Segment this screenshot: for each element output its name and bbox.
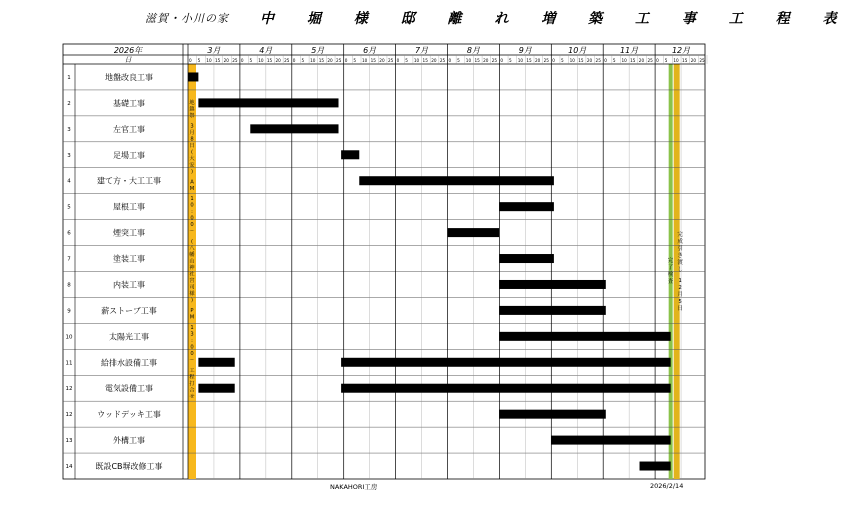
- month-label: 9月: [518, 46, 532, 55]
- day-tick-label: 20: [638, 58, 645, 63]
- month-label: 6月: [363, 46, 377, 55]
- day-tick-label: 5: [560, 58, 564, 63]
- month-label: 7月: [415, 46, 429, 55]
- day-tick-label: 0: [448, 58, 452, 63]
- day-tick-label: 25: [543, 58, 549, 63]
- day-tick-label: 15: [422, 58, 428, 63]
- company-name: NAKAHORI工房: [330, 483, 378, 491]
- task-bar: [198, 384, 234, 393]
- day-tick-label: 0: [396, 58, 400, 63]
- task-bar: [341, 358, 671, 367]
- task-bar: [359, 176, 554, 185]
- task-number: 4: [67, 178, 71, 185]
- day-tick-label: 25: [647, 58, 653, 63]
- ground-breaking-note: 地鎮祭 3 月 8 日(大安) A M 1 0 : 0 0 〜(八幡山神社宮司様) P M 1 3 : 0 0 〜工程打合せ: [189, 100, 195, 400]
- task-name: 内装工事: [113, 280, 145, 290]
- inspection-note: 完了検査: [667, 258, 674, 285]
- task-number: 2: [67, 100, 71, 107]
- task-name: ウッドデッキ工事: [97, 410, 161, 420]
- day-tick-label: 0: [344, 58, 348, 63]
- day-tick-label: 15: [370, 58, 376, 63]
- task-number: 8: [67, 282, 71, 289]
- task-bar: [499, 280, 605, 289]
- day-tick-label: 10: [206, 58, 212, 63]
- task-name: 左官工事: [113, 124, 145, 134]
- day-tick-label: 20: [483, 58, 489, 63]
- day-tick-label: 10: [258, 58, 264, 63]
- task-name: 足場工事: [113, 150, 145, 160]
- month-label: 8月: [466, 46, 480, 55]
- task-name: 給排水設備工事: [101, 358, 157, 368]
- day-tick-label: 10: [310, 58, 316, 63]
- day-tick-label: 20: [223, 58, 229, 63]
- year-label: 2026年: [113, 46, 143, 55]
- day-tick-label: 5: [405, 58, 408, 63]
- day-tick-label: 25: [595, 58, 601, 63]
- day-tick-label: 0: [552, 58, 555, 63]
- task-bar: [499, 254, 553, 263]
- task-number: 12: [65, 386, 73, 393]
- day-tick-label: 0: [292, 58, 296, 63]
- task-bar: [341, 150, 359, 159]
- month-label: 12月: [671, 46, 691, 55]
- task-bar: [499, 306, 605, 315]
- task-bar: [499, 332, 670, 341]
- day-tick-label: 5: [664, 58, 668, 63]
- project-subtitle: 滋賀・小川の家: [145, 12, 229, 25]
- day-tick-label: 25: [439, 58, 446, 63]
- handover-note: 完成引き渡し 1 2 月 5 日: [677, 232, 683, 313]
- day-tick-label: 0: [240, 58, 244, 63]
- day-tick-label: 0: [604, 58, 607, 63]
- task-number: 13: [65, 438, 73, 445]
- day-tick-label: 15: [266, 58, 273, 63]
- task-bar: [499, 202, 553, 211]
- day-tick-label: 20: [275, 58, 281, 63]
- task-name: 地盤改良工事: [105, 72, 153, 82]
- day-tick-label: 10: [517, 58, 524, 63]
- month-label: 3月: [207, 46, 221, 55]
- day-tick-label: 25: [232, 58, 238, 63]
- day-tick-label: 5: [197, 58, 201, 63]
- day-tick-label: 20: [690, 58, 697, 63]
- day-tick-label: 10: [413, 58, 420, 63]
- task-number: 3: [67, 152, 71, 159]
- task-number: 6: [67, 230, 71, 237]
- task-bar: [341, 384, 671, 393]
- task-bar: [188, 72, 198, 81]
- task-name: 太陽光工事: [109, 332, 149, 342]
- day-tick-label: 5: [353, 58, 357, 63]
- task-name: 基礎工事: [113, 98, 145, 108]
- day-tick-label: 0: [656, 58, 659, 63]
- task-bar: [499, 410, 605, 419]
- task-name: 薪ストーブ工事: [101, 306, 157, 316]
- day-tick-label: 20: [586, 58, 593, 63]
- day-tick-label: 5: [457, 58, 460, 63]
- day-tick-label: 10: [569, 58, 575, 63]
- task-bar: [198, 98, 338, 107]
- day-tick-label: 25: [336, 58, 342, 63]
- issue-date: 2026/2/14: [650, 482, 684, 490]
- task-name: 外構工事: [113, 436, 145, 446]
- task-number: 14: [65, 464, 73, 471]
- task-number: 7: [67, 256, 71, 263]
- task-name: 既設CB塀改修工事: [95, 462, 163, 472]
- day-tick-label: 25: [284, 58, 290, 63]
- task-number: 3: [67, 126, 71, 133]
- task-bar: [640, 462, 671, 471]
- day-tick-label: 20: [379, 58, 385, 63]
- day-tick-label: 15: [682, 58, 688, 63]
- month-label: 10月: [568, 46, 587, 55]
- day-tick-label: 10: [673, 58, 679, 63]
- task-number: 1: [67, 74, 71, 81]
- month-label: 11月: [620, 46, 639, 55]
- day-tick-label: 15: [630, 58, 636, 63]
- day-tick-label: 25: [699, 58, 705, 63]
- day-tick-label: 5: [612, 58, 616, 63]
- day-tick-label: 10: [362, 58, 368, 63]
- day-tick-label: 5: [509, 58, 512, 63]
- task-name: 屋根工事: [113, 202, 145, 212]
- day-tick-label: 15: [578, 58, 584, 63]
- month-label: 4月: [259, 46, 273, 55]
- day-tick-label: 0: [500, 58, 504, 63]
- day-tick-label: 0: [189, 58, 192, 63]
- task-number: 5: [67, 204, 71, 211]
- day-tick-label: 20: [431, 58, 437, 63]
- task-number: 11: [65, 360, 73, 367]
- task-name: 電気設備工事: [105, 384, 153, 394]
- task-bar: [198, 358, 234, 367]
- day-tick-label: 15: [526, 58, 532, 63]
- month-label: 5月: [311, 46, 325, 55]
- day-tick-label: 20: [327, 58, 333, 63]
- day-tick-label: 15: [474, 58, 480, 63]
- day-tick-label: 5: [249, 58, 253, 63]
- schedule-title: 中 堀 様 邸 離 れ 増 築 工 事 工 程 表: [260, 11, 851, 27]
- task-name: 塗装工事: [113, 254, 145, 264]
- task-name: 煙突工事: [113, 228, 145, 238]
- task-name: 建て方・大工工事: [97, 176, 161, 186]
- day-tick-label: 20: [535, 58, 541, 63]
- task-number: 12: [65, 412, 73, 419]
- task-bar: [250, 124, 338, 133]
- task-bar: [551, 436, 670, 445]
- day-tick-label: 10: [465, 58, 472, 63]
- day-tick-label: 15: [214, 58, 221, 63]
- day-tick-label: 25: [387, 58, 394, 63]
- day-tick-label: 15: [318, 58, 325, 63]
- day-tick-label: 25: [491, 58, 498, 63]
- day-header-label: 日: [124, 56, 132, 64]
- task-number: 9: [67, 308, 71, 315]
- task-bar: [448, 228, 500, 237]
- task-number: 10: [65, 334, 73, 341]
- day-tick-label: 5: [301, 58, 305, 63]
- day-tick-label: 10: [621, 58, 627, 63]
